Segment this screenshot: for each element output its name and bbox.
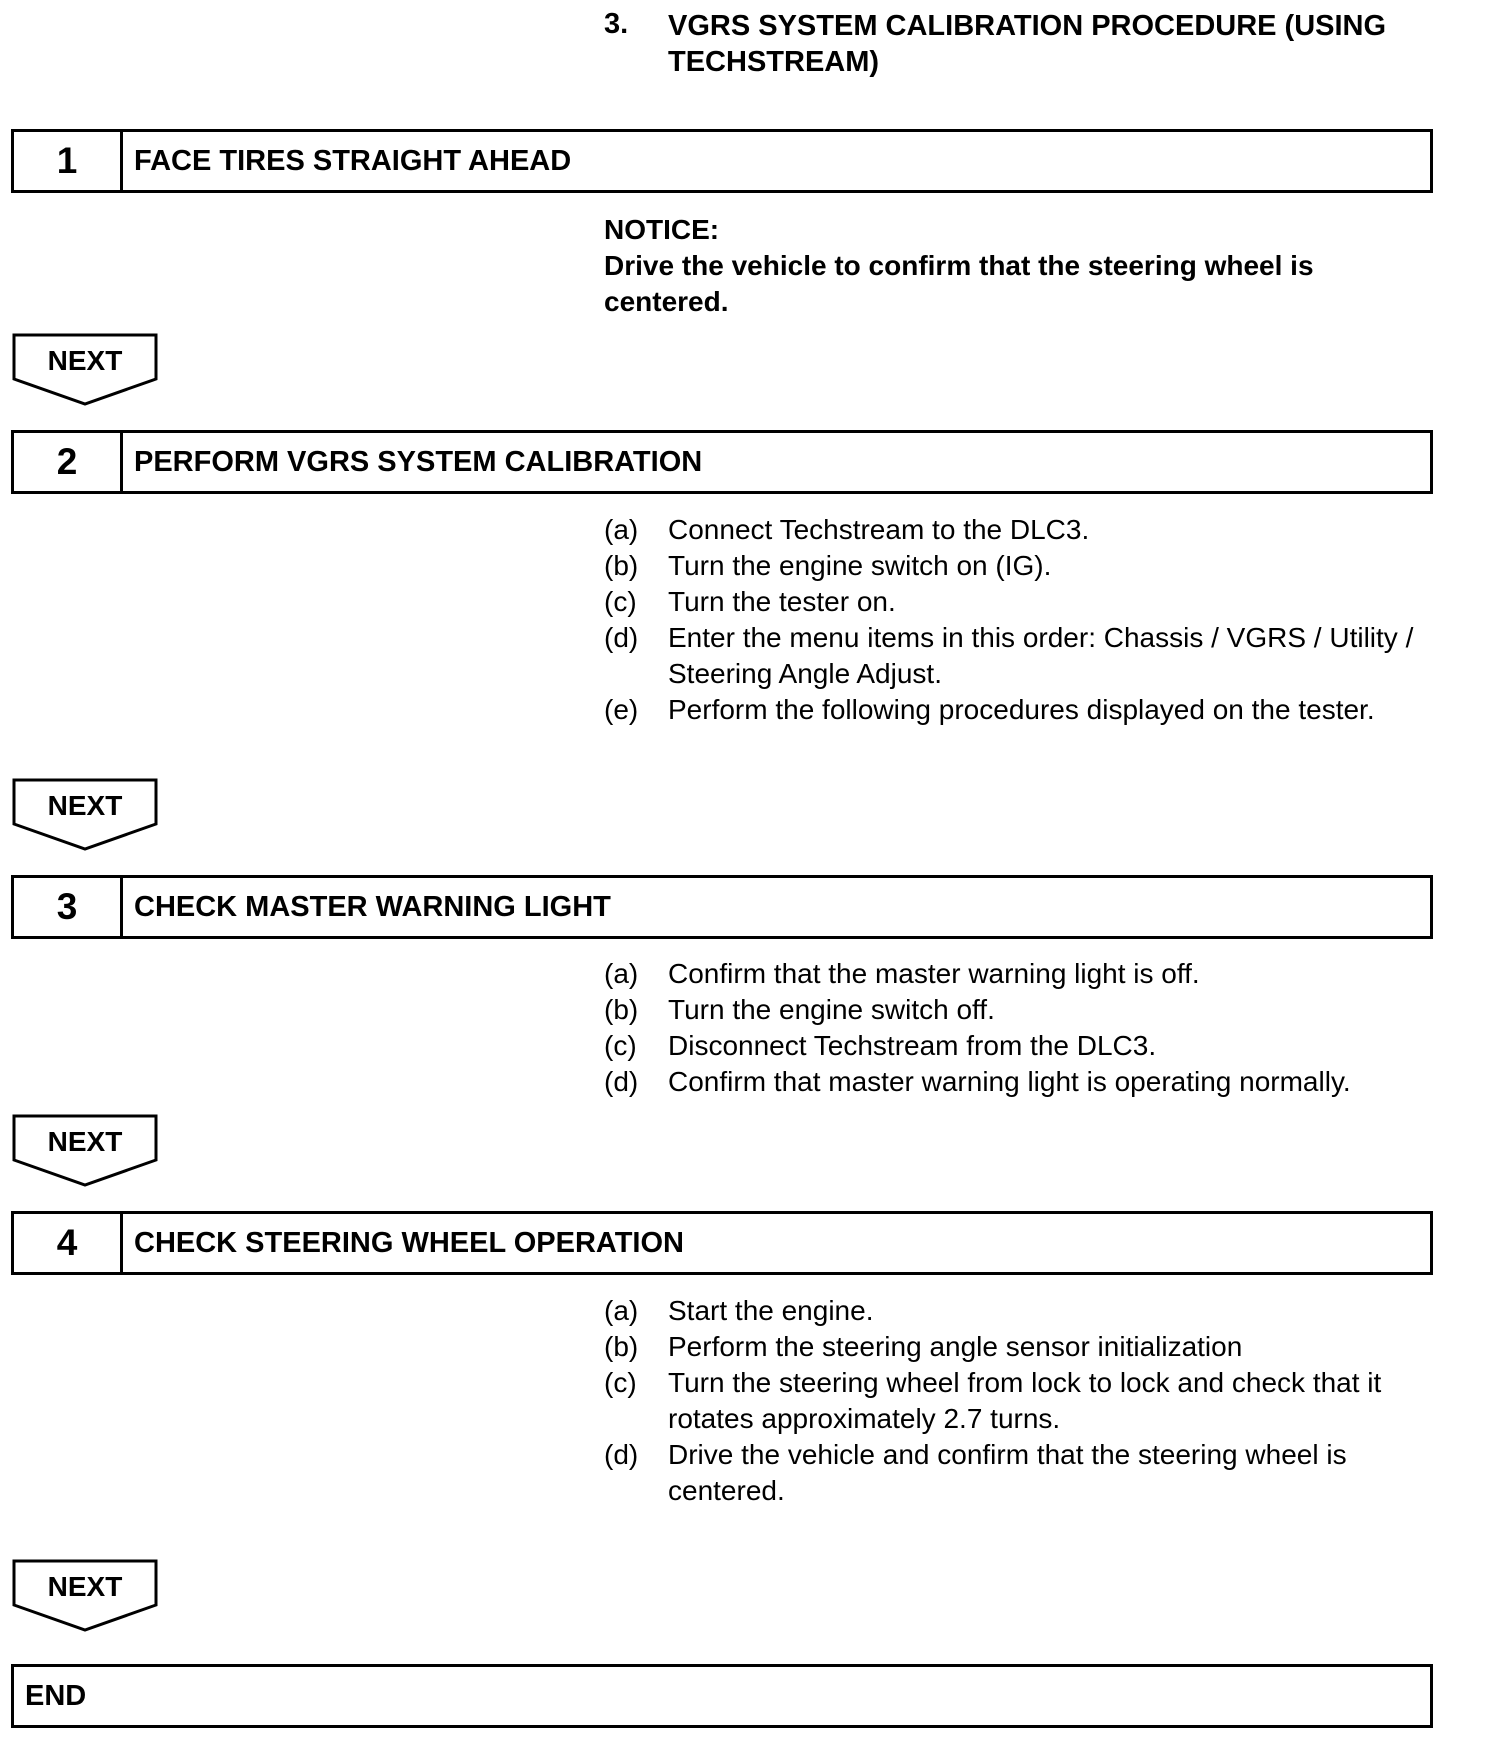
- section-number: 3.: [604, 8, 629, 40]
- step-2-title: PERFORM VGRS SYSTEM CALIBRATION: [134, 445, 703, 478]
- next-label: NEXT: [47, 345, 123, 376]
- list-item: (a) Confirm that the master warning light is off.: [604, 958, 1200, 989]
- step-3-header: [11, 875, 1433, 939]
- list-item: (a) Start the engine.: [604, 1295, 874, 1326]
- step-4-title: CHECK STEERING WHEEL OPERATION: [134, 1226, 684, 1259]
- notice-text: Drive the vehicle to confirm that the steering wheel is centered.: [604, 250, 1314, 317]
- list-item: (e) Perform the following procedures displayed on the tester.: [604, 694, 1375, 725]
- next-arrow-4[interactable]: [12, 1559, 158, 1633]
- step-2-instructions: [604, 512, 1434, 728]
- next-arrow-3[interactable]: [12, 1114, 158, 1188]
- next-arrow-1[interactable]: [12, 333, 158, 407]
- next-arrow-2[interactable]: [12, 778, 158, 852]
- next-label: NEXT: [47, 790, 123, 821]
- list-item: (b) Turn the engine switch on (IG).: [604, 550, 1052, 581]
- step-3-instructions: [604, 956, 1434, 1100]
- step-1-title: FACE TIRES STRAIGHT AHEAD: [134, 144, 572, 177]
- next-label: NEXT: [47, 1126, 123, 1157]
- list-item: (d) Drive the vehicle and confirm that the steering wheel is centered.: [604, 1439, 1347, 1506]
- end-box: END: [11, 1664, 1433, 1728]
- step-2-header: [11, 430, 1433, 494]
- list-item: (c) Turn the tester on.: [604, 586, 896, 617]
- step-4-instructions: [604, 1293, 1434, 1509]
- step-1-notice: [604, 212, 1424, 320]
- notice-label: NOTICE:: [604, 214, 720, 245]
- next-label: NEXT: [47, 1571, 123, 1602]
- list-item: (a) Connect Techstream to the DLC3.: [604, 514, 1090, 545]
- step-4-number: 4: [14, 1214, 123, 1272]
- step-1-header: [11, 129, 1433, 193]
- step-3-title: CHECK MASTER WARNING LIGHT: [134, 890, 611, 923]
- list-item: (d) Confirm that master warning light is operating normally.: [604, 1066, 1351, 1097]
- list-item: (c) Turn the steering wheel from lock to lock and check that it rotates approximately 2.7 turns.: [604, 1367, 1382, 1434]
- step-2-number: 2: [14, 433, 123, 491]
- list-item: (b) Turn the engine switch off.: [604, 994, 995, 1025]
- step-3-number: 3: [14, 878, 123, 936]
- section-title: VGRS SYSTEM CALIBRATION PROCEDURE (USING TECHSTREAM): [668, 10, 1387, 78]
- list-item: (d) Enter the menu items in this order: Chassis / VGRS / Utility / Steering Angle Adjust.: [604, 622, 1414, 689]
- list-item: (b) Perform the steering angle sensor initialization: [604, 1331, 1243, 1362]
- step-1-number: 1: [14, 132, 123, 190]
- step-4-header: [11, 1211, 1433, 1275]
- list-item: (c) Disconnect Techstream from the DLC3.: [604, 1030, 1157, 1061]
